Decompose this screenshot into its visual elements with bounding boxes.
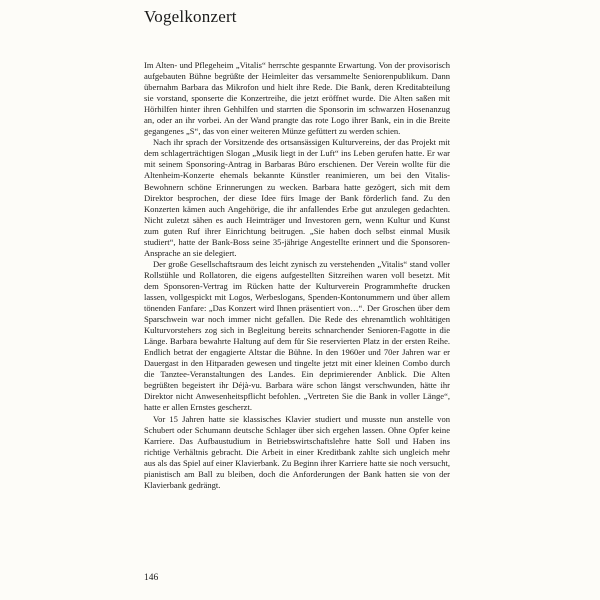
paragraph-3: Der große Gesellschaftsraum des leicht zynisch zu verstehenden „Vitalis“ stand voller Rollstühle und Rollatoren, die eigens aufgestellten Sitzreihen waren voll besetzt. Mit dem Sponsoren-Vertrag im Rücken hatte der Kulturverein Programmhefte drucken lassen, vollgespickt mit Logos, Werbeslogans, Spenden-Kontonummern und über allem tönenden Fanfare: „Das Konzert wird Ihnen präsentiert von…“. Der Groschen über dem Sparschwein war noch immer nicht gefallen. Die Rede des ehrenamtlich wohltätigen Kulturvorstehers zog sich in Begleitung bereits schnarchender Senioren-Fagotte in die Länge. Barbara bewahrte Haltung auf dem für Sie reservierten Platz in der ersten Reihe. Endlich betrat der engagierte Altstar die Bühne. In den 1960er und 70er Jahren war er Dauergast in den Hitparaden gewesen und tingelte jetzt mit einer kleinen Combo durch die Tanztee-Veranstaltungen des Landes. Ein deprimierender Anblick. Die Alten begrüßten begeistert ihr Déjà-vu. Barbara wäre schon längst verschwunden, hätte ihr Direktor nicht Anwesenheitspflicht befohlen. „Vertreten Sie die Bank in voller Länge“, hatte er allen Ernstes gescherzt. <box>144 258 450 413</box>
chapter-title: Vogelkonzert <box>144 7 237 26</box>
paragraph-1: Im Alten- und Pflegeheim „Vitalis“ herrschte gespannte Erwartung. Von der provisorisch aufgebauten Bühne begrüßte der Heimleiter das versammelte Seniorenpublikum. Dann übernahm Barbara das Mikrofon und hielt ihre Rede. Die Bank, deren Kreditabteilung sie vorstand, sponserte die Konzertreihe, die jetzt eröffnet wurde. Die Alten saßen mit Hörhilfen hinter ihren Gehhilfen und starrten die Sponsorin im schwarzen Hosenanzug an, oder an ihr vorbei. An der Wand prangte das rote Logo ihrer Bank, ein in die Breite gegangenes „S“, das von einer weiteren Münze gefüttert zu werden schien. <box>144 60 450 137</box>
page-number: 146 <box>144 573 159 583</box>
paragraph-2: Nach ihr sprach der Vorsitzende des ortsansässigen Kulturvereins, der das Projekt mit dem schlagerträchtigen Slogan „Musik liegt in der Luft“ ins Leben gerufen hatte. Er war mit seinem Sponsoring-Antrag in Barbaras Büro erschienen. Der Verein wollte für die Altenheim-Konzerte ehemals bekannte Künstler reanimieren, um bei den Vitalis-Bewohnern schöne Erinnerungen zu wecken. Barbara hatte gezögert, sich mit dem Direktor besprochen, der diese Idee fürs Image der Bank förderlich fand. Zu den Konzerten kämen auch Angehörige, die ihr anfallendes Erbe gut anzulegen gedachten. Nicht zuletzt sähen es auch Heimträger und Investoren gern, wenn Kultur und Kunst zum guten Ruf ihrer Einrichtung beitrugen. „Sie haben doch selbst einmal Musik studiert“, hatte der Bank-Boss seine 35-jährige Angestellte erinnert und die Sponsoren-Ansprache an sie delegiert. <box>144 137 450 258</box>
body-text <box>144 60 450 491</box>
paragraph-4: Vor 15 Jahren hatte sie klassisches Klavier studiert und musste nun anstelle von Schubert oder Schumann deutsche Schlager über sich ergehen lassen. Ohne Opfer keine Karriere. Das Aufbaustudium in Betriebswirtschaftslehre hatte Soll und Haben ins richtige Verhältnis gebracht. Die Arbeit in einer Kreditbank zahlte sich ungleich mehr aus als das Spiel auf einer Klavierbank. Zu Beginn ihrer Karriere hatte sie noch versucht, pianistisch am Ball zu bleiben, doch die Anforderungen der Bank hatten sie von der Klavierbank gedrängt. <box>144 413 450 490</box>
